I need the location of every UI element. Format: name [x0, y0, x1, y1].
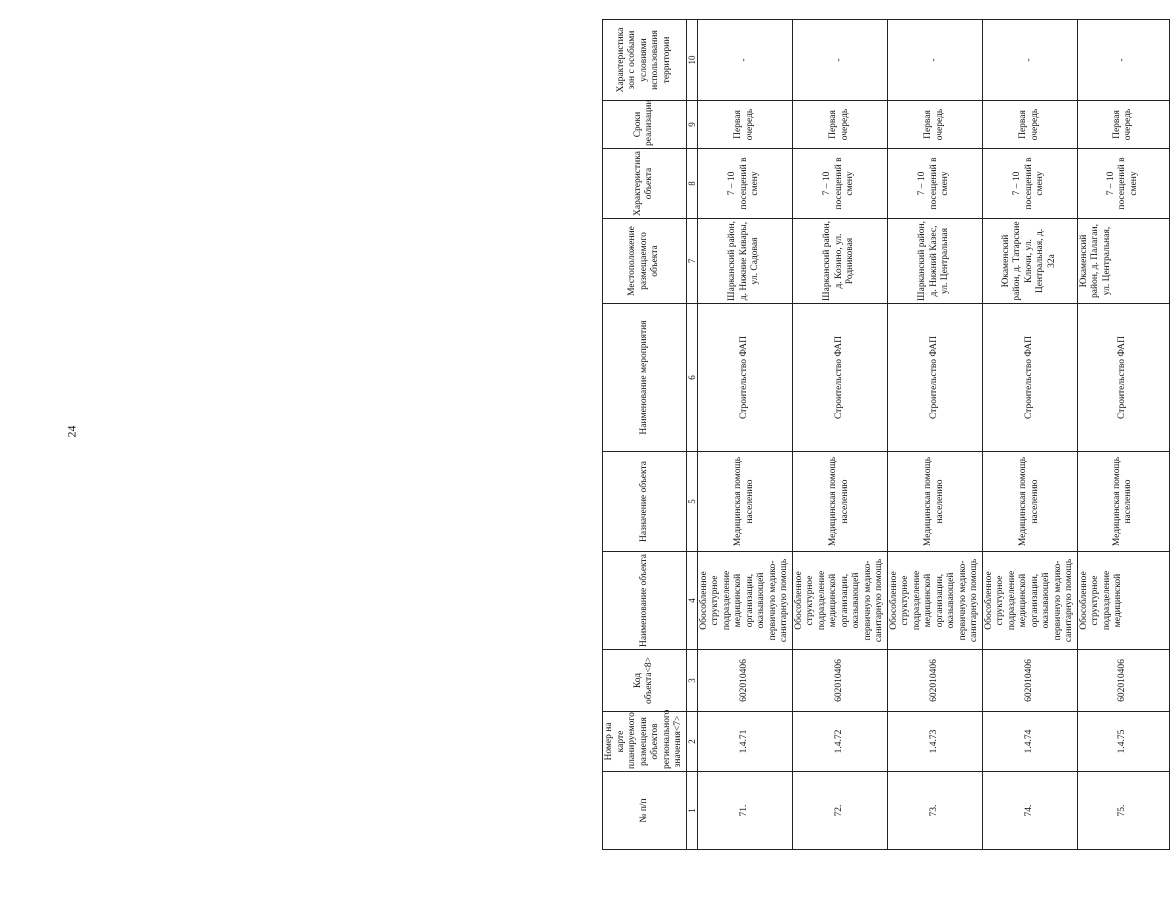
- cell-code: 602010406: [982, 650, 1077, 712]
- cell-purpose: Медицинская помощь населению: [792, 452, 887, 552]
- cell-term: Первая очередь: [697, 101, 792, 149]
- page-number: 24: [64, 425, 79, 438]
- rotated-table-wrapper: [602, 20, 1147, 850]
- cell-zones: -: [697, 20, 792, 101]
- cell-characteristic: 7 – 10 посещений в смену: [887, 149, 982, 219]
- cell-map-number: 1.4.72: [792, 712, 887, 772]
- cell-object-name: Обособленное структурное подразделение медицинской организации, оказывающей первичную медико-санитарную помощь: [697, 552, 792, 650]
- cell-map-number: 1.4.74: [982, 712, 1077, 772]
- cell-zones: -: [1077, 20, 1169, 101]
- cell-term: Первая очередь: [887, 101, 982, 149]
- header-event: Наименование мероприятия: [603, 304, 687, 452]
- cell-location: Шарканский район, д. Козино, ул. Родниковая: [792, 219, 887, 304]
- cell-purpose: Медицинская помощь населению: [982, 452, 1077, 552]
- table-row: [697, 20, 792, 850]
- cell-zones: -: [887, 20, 982, 101]
- column-number: 2: [686, 712, 697, 772]
- cell-event: Строительство ФАП: [887, 304, 982, 452]
- cell-characteristic: 7 – 10 посещений в смену: [792, 149, 887, 219]
- header-characteristic: Характеристика объекта: [603, 149, 687, 219]
- cell-num: 73.: [887, 772, 982, 850]
- cell-characteristic: 7 – 10 посещений в смену: [697, 149, 792, 219]
- header-term: Сроки реализации: [603, 101, 687, 149]
- cell-event: Строительство ФАП: [792, 304, 887, 452]
- table-row: [1077, 20, 1169, 850]
- cell-object-name: Обособленное структурное подразделение медицинской организации, оказывающей первичную медико-санитарную помощь: [887, 552, 982, 650]
- column-number: 10: [686, 20, 697, 101]
- cell-code: 602010406: [1077, 650, 1169, 712]
- header-row: [603, 20, 687, 850]
- objects-table: [602, 19, 1170, 850]
- cell-location: Юкаменский район, д. Палагаи, ул. Центральная,: [1077, 219, 1169, 304]
- header-code: Код объекта<8>: [603, 650, 687, 712]
- cell-event: Строительство ФАП: [1077, 304, 1169, 452]
- cell-num: 75.: [1077, 772, 1169, 850]
- column-number-row: [686, 20, 697, 850]
- cell-code: 602010406: [887, 650, 982, 712]
- cell-object-name: Обособленное структурное подразделение медицинской организации, оказывающей первичную медико-санитарную помощь: [982, 552, 1077, 650]
- cell-location: Шарканский район, д. Нижние Кивары, ул. Садовая: [697, 219, 792, 304]
- header-location: Местоположение размещаемого объекта: [603, 219, 687, 304]
- cell-num: 74.: [982, 772, 1077, 850]
- column-number: 9: [686, 101, 697, 149]
- cell-location: Юкаменский район, д. Татарские Ключи, ул. Центральная, д. 32а: [982, 219, 1077, 304]
- cell-zones: -: [982, 20, 1077, 101]
- column-number: 8: [686, 149, 697, 219]
- cell-num: 72.: [792, 772, 887, 850]
- cell-purpose: Медицинская помощь населению: [887, 452, 982, 552]
- cell-characteristic: 7 – 10 посещений в смену: [982, 149, 1077, 219]
- table-row: [792, 20, 887, 850]
- cell-object-name: Обособленное структурное подразделение медицинской организации, оказывающей первичную медико-санитарную помощь: [792, 552, 887, 650]
- cell-map-number: 1.4.73: [887, 712, 982, 772]
- column-number: 6: [686, 304, 697, 452]
- cell-map-number: 1.4.71: [697, 712, 792, 772]
- cell-event: Строительство ФАП: [982, 304, 1077, 452]
- header-purpose: Назначение объекта: [603, 452, 687, 552]
- column-number: 1: [686, 772, 697, 850]
- cell-code: 602010406: [792, 650, 887, 712]
- table-row: [982, 20, 1077, 850]
- header-map-number: Номер на карте планируемого размещения объектов регионального значения<7>: [603, 712, 687, 772]
- header-object-name: Наименование объекта: [603, 552, 687, 650]
- header-num: № п/п: [603, 772, 687, 850]
- column-number: 3: [686, 650, 697, 712]
- cell-characteristic: 7 – 10 посещений в смену: [1077, 149, 1169, 219]
- cell-object-name: Обособленное структурное подразделение медицинской: [1077, 552, 1169, 650]
- cell-map-number: 1.4.75: [1077, 712, 1169, 772]
- cell-location: Шарканский район, д. Нижний Казес, ул. Центральная: [887, 219, 982, 304]
- column-number: 5: [686, 452, 697, 552]
- column-number: 7: [686, 219, 697, 304]
- cell-zones: -: [792, 20, 887, 101]
- cell-purpose: Медицинская помощь населению: [697, 452, 792, 552]
- cell-num: 71.: [697, 772, 792, 850]
- column-number: 4: [686, 552, 697, 650]
- cell-purpose: Медицинская помощь населению: [1077, 452, 1169, 552]
- cell-term: Первая очередь: [792, 101, 887, 149]
- cell-term: Первая очередь: [982, 101, 1077, 149]
- table-row: [887, 20, 982, 850]
- cell-term: Первая очередь: [1077, 101, 1169, 149]
- cell-code: 602010406: [697, 650, 792, 712]
- cell-event: Строительство ФАП: [697, 304, 792, 452]
- header-zones: Характеристика зон с особыми условиями использования территории: [603, 20, 687, 101]
